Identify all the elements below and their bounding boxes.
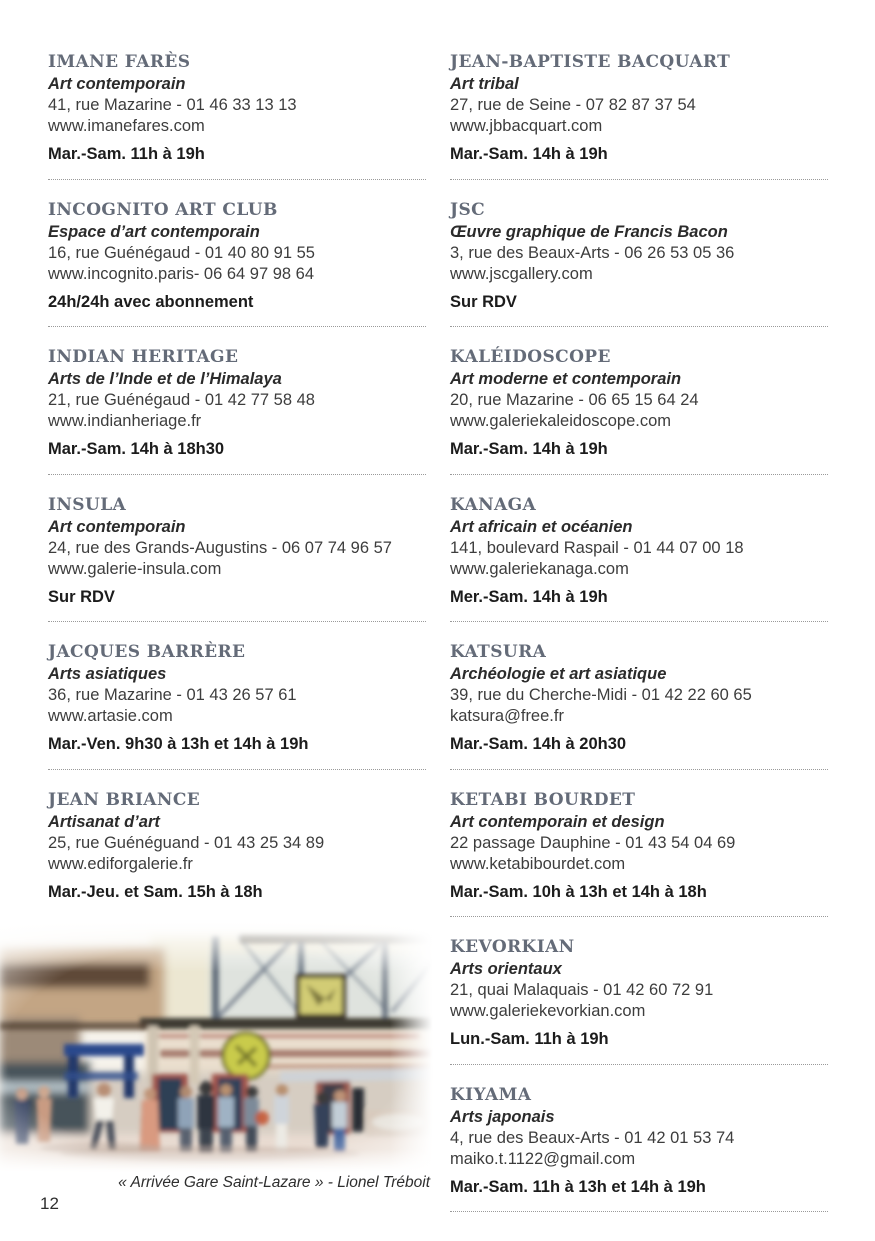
gallery-address-phone: 39, rue du Cherche-Midi - 01 42 22 60 65 — [450, 686, 752, 704]
gallery-entry — [450, 51, 828, 199]
gallery-specialty: Art africain et océanien — [450, 517, 633, 536]
gallery-website: www.ketabibourdet.com — [450, 854, 626, 873]
gallery-hours: Mar.-Sam. 14h à 19h — [450, 145, 608, 163]
gallery-name: JEAN BRIANCE — [48, 789, 201, 810]
gallery-entry — [450, 346, 828, 494]
gallery-hours: Sur RDV — [48, 587, 115, 606]
gallery-website: www.galeriekevorkian.com — [450, 1002, 646, 1020]
gallery-website: www.artasie.com — [48, 707, 173, 725]
gallery-hours: Mar.-Ven. 9h30 à 13h et 14h à 19h — [48, 735, 309, 753]
gallery-website: www.incognito.paris- 06 64 97 98 64 — [48, 264, 314, 283]
gallery-address-phone: 24, rue des Grands-Augustins - 06 07 74 96 57 — [48, 538, 392, 557]
gallery-entry — [450, 494, 828, 642]
gallery-website: www.galeriekaleidoscope.com — [450, 412, 672, 430]
gallery-entry — [48, 494, 426, 642]
gallery-entry — [48, 51, 426, 199]
gallery-entry — [450, 199, 828, 347]
gallery-website: www.galerie-insula.com — [48, 559, 222, 578]
gallery-name: IMANE FARÈS — [48, 52, 191, 72]
gallery-entry — [450, 1084, 828, 1232]
gallery-specialty: Art contemporain — [48, 75, 186, 93]
gallery-website: www.jbbacquart.com — [450, 117, 603, 135]
station-watercolor-painting — [0, 922, 433, 1172]
gallery-website: maiko.t.1122@gmail.com — [450, 1149, 636, 1168]
gallery-hours: 24h/24h avec abonnement — [48, 292, 254, 311]
gallery-name: INDIAN HERITAGE — [48, 347, 239, 367]
gallery-specialty: Archéologie et art asiatique — [450, 665, 667, 683]
gallery-hours: Mar.-Sam. 14h à 18h30 — [48, 440, 225, 458]
gallery-entry — [48, 641, 426, 789]
gallery-specialty: Arts de l’Inde et de l’Himalaya — [48, 370, 282, 388]
gallery-address-phone: 20, rue Mazarine - 06 65 15 64 24 — [450, 391, 699, 409]
gallery-address-phone: 27, rue de Seine - 07 82 87 37 54 — [450, 96, 696, 114]
gallery-entry — [450, 789, 828, 937]
gallery-entry — [48, 346, 426, 494]
gallery-specialty: Arts asiatiques — [48, 665, 167, 683]
gallery-specialty: Art tribal — [450, 75, 519, 93]
gallery-hours: Mar.-Sam. 14h à 20h30 — [450, 735, 627, 753]
gallery-hours: Sur RDV — [450, 292, 517, 311]
gallery-specialty: Artisanat d’art — [48, 812, 160, 831]
gallery-specialty: Espace d’art contemporain — [48, 222, 260, 241]
gallery-name: KANAGA — [450, 494, 537, 515]
gallery-specialty: Art contemporain — [48, 517, 186, 536]
gallery-hours: Mar.-Sam. 11h à 13h et 14h à 19h — [450, 1177, 706, 1196]
gallery-address-phone: 21, quai Malaquais - 01 42 60 72 91 — [450, 981, 714, 999]
gallery-name: INCOGNITO ART CLUB — [48, 199, 278, 220]
gallery-name: KETABI BOURDET — [450, 789, 636, 810]
gallery-address-phone: 22 passage Dauphine - 01 43 54 04 69 — [450, 833, 736, 852]
gallery-hours: Mer.-Sam. 14h à 19h — [450, 587, 608, 606]
gallery-name: KIYAMA — [450, 1084, 532, 1105]
page-number: 12 — [40, 1194, 59, 1213]
gallery-name: JSC — [450, 199, 486, 220]
gallery-specialty: Art contemporain et design — [450, 812, 665, 831]
gallery-address-phone: 25, rue Guénéguand - 01 43 25 34 89 — [48, 833, 325, 852]
gallery-column-right — [450, 51, 828, 1231]
gallery-website: www.imanefares.com — [48, 117, 205, 135]
gallery-website: www.galeriekanaga.com — [450, 559, 629, 578]
gallery-address-phone: 36, rue Mazarine - 01 43 26 57 61 — [48, 686, 297, 704]
gallery-entry — [450, 641, 828, 789]
gallery-hours: Mar.-Jeu. et Sam. 15h à 18h — [48, 882, 263, 901]
gallery-address-phone: 3, rue des Beaux-Arts - 06 26 53 05 36 — [450, 243, 735, 262]
gallery-address-phone: 141, boulevard Raspail - 01 44 07 00 18 — [450, 538, 744, 557]
gallery-hours: Lun.-Sam. 11h à 19h — [450, 1030, 609, 1048]
gallery-address-phone: 41, rue Mazarine - 01 46 33 13 13 — [48, 96, 297, 114]
gallery-website: www.indianheriage.fr — [48, 412, 202, 430]
gallery-entry — [450, 936, 828, 1084]
gallery-website: www.ediforgalerie.fr — [48, 854, 193, 873]
gallery-hours: Mar.-Sam. 11h à 19h — [48, 145, 205, 163]
gallery-column-left — [48, 51, 426, 936]
gallery-name: KEVORKIAN — [450, 937, 575, 957]
gallery-entry — [48, 199, 426, 347]
gallery-hours: Mar.-Sam. 14h à 19h — [450, 440, 608, 458]
gallery-specialty: Art moderne et contemporain — [450, 370, 682, 388]
gallery-name: INSULA — [48, 494, 127, 515]
gallery-name: KATSURA — [450, 642, 547, 662]
gallery-hours: Mar.-Sam. 10h à 13h et 14h à 18h — [450, 882, 707, 901]
gallery-specialty: Arts japonais — [450, 1107, 555, 1126]
painting-canvas — [0, 922, 433, 1172]
gallery-website: www.jscgallery.com — [450, 264, 593, 283]
gallery-name: JEAN-BAPTISTE BACQUART — [450, 52, 731, 72]
gallery-address-phone: 4, rue des Beaux-Arts - 01 42 01 53 74 — [450, 1128, 735, 1147]
gallery-website: katsura@free.fr — [450, 707, 564, 725]
gallery-specialty: Œuvre graphique de Francis Bacon — [450, 222, 728, 241]
gallery-address-phone: 21, rue Guénégaud - 01 42 77 58 48 — [48, 391, 315, 409]
gallery-specialty: Arts orientaux — [450, 960, 562, 978]
painting-caption: « Arrivée Gare Saint-Lazare » - Lionel Tréboit — [118, 1174, 430, 1191]
gallery-name: KALÉIDOSCOPE — [450, 347, 611, 367]
gallery-name: JACQUES BARRÈRE — [48, 642, 246, 662]
gallery-entry — [48, 789, 426, 937]
gallery-address-phone: 16, rue Guénégaud - 01 40 80 91 55 — [48, 243, 315, 262]
